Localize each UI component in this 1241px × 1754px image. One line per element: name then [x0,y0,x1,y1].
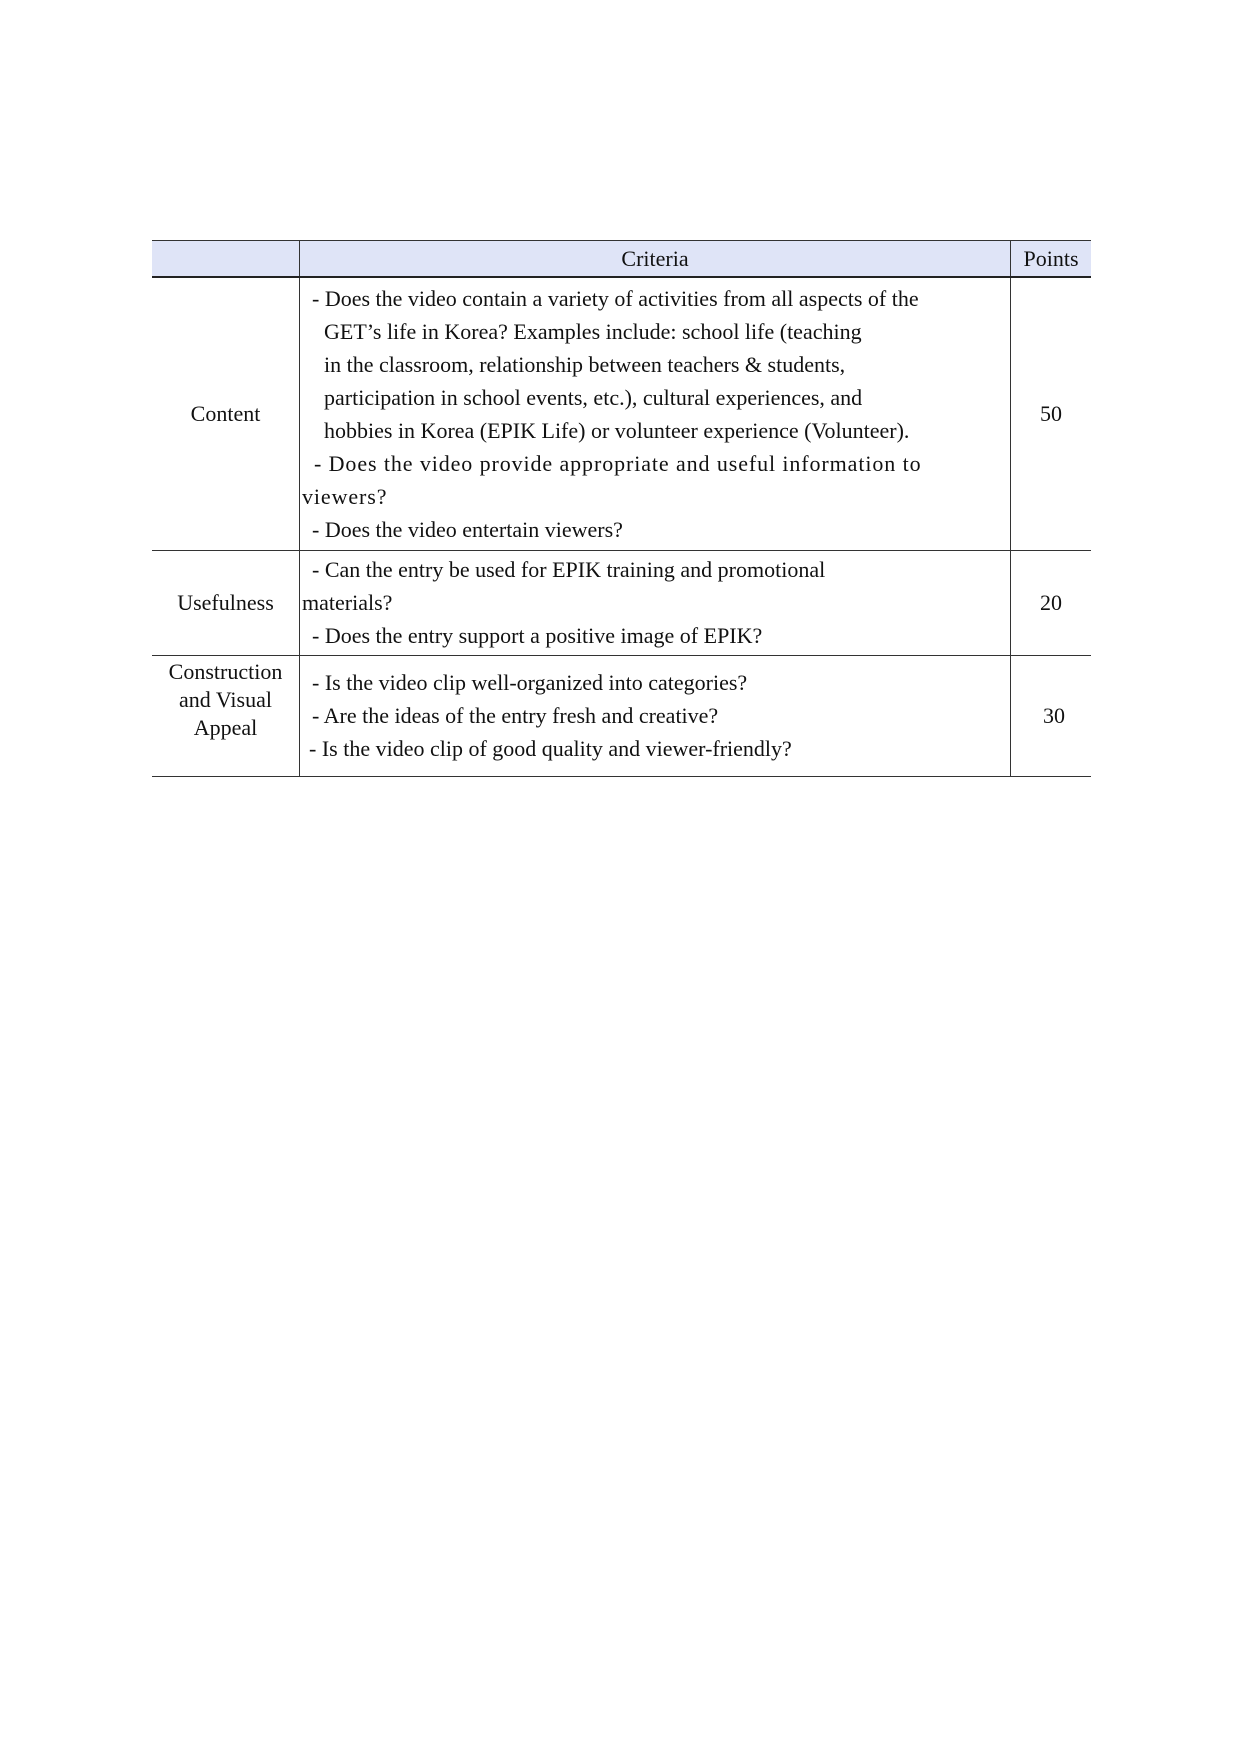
table-header-row [152,241,1091,278]
criteria-cell [300,655,1011,776]
header-category [152,241,300,278]
criteria-line: materials? [302,590,393,615]
evaluation-criteria-table [152,240,1091,777]
criteria-line: - Does the video contain a variety of activities from all aspects of the [312,285,919,311]
criteria-line: viewers? [302,483,388,509]
table-row-construction [152,655,1091,776]
criteria-line: - Is the video clip well-organized into categories? [312,670,748,695]
criteria-line: GET’s life in Korea? Examples include: school life (teaching [324,318,862,344]
points-cell: 30 [1011,655,1092,776]
category-cell [152,655,300,776]
category-line: Appeal [193,714,258,740]
criteria-line: - Does the entry support a positive image of EPIK? [312,623,763,648]
header-points: Points [1011,241,1092,278]
criteria-cell [300,277,1011,550]
category-line: and Visual [179,686,272,712]
category-cell: Content [152,277,300,550]
header-criteria: Criteria [300,241,1011,278]
criteria-cell [300,550,1011,655]
category-line: Construction [168,658,283,684]
points-cell: 50 [1011,277,1092,550]
criteria-line: in the classroom, relationship between teachers & students, [324,351,846,377]
category-cell: Usefulness [152,550,300,655]
criteria-line: - Does the video provide appropriate and useful information to [314,450,922,476]
criteria-line: hobbies in Korea (EPIK Life) or volunteer experience (Volunteer). [324,417,910,443]
table-row-content [152,277,1091,550]
criteria-line: participation in school events, etc.), cultural experiences, and [324,384,863,410]
criteria-line: - Does the video entertain viewers? [312,516,623,542]
criteria-line: - Are the ideas of the entry fresh and creative? [312,703,719,728]
table-row-usefulness [152,550,1091,655]
criteria-line: - Is the video clip of good quality and viewer-friendly? [309,736,792,761]
criteria-line: - Can the entry be used for EPIK training and promotional [312,557,826,582]
points-cell: 20 [1011,550,1092,655]
